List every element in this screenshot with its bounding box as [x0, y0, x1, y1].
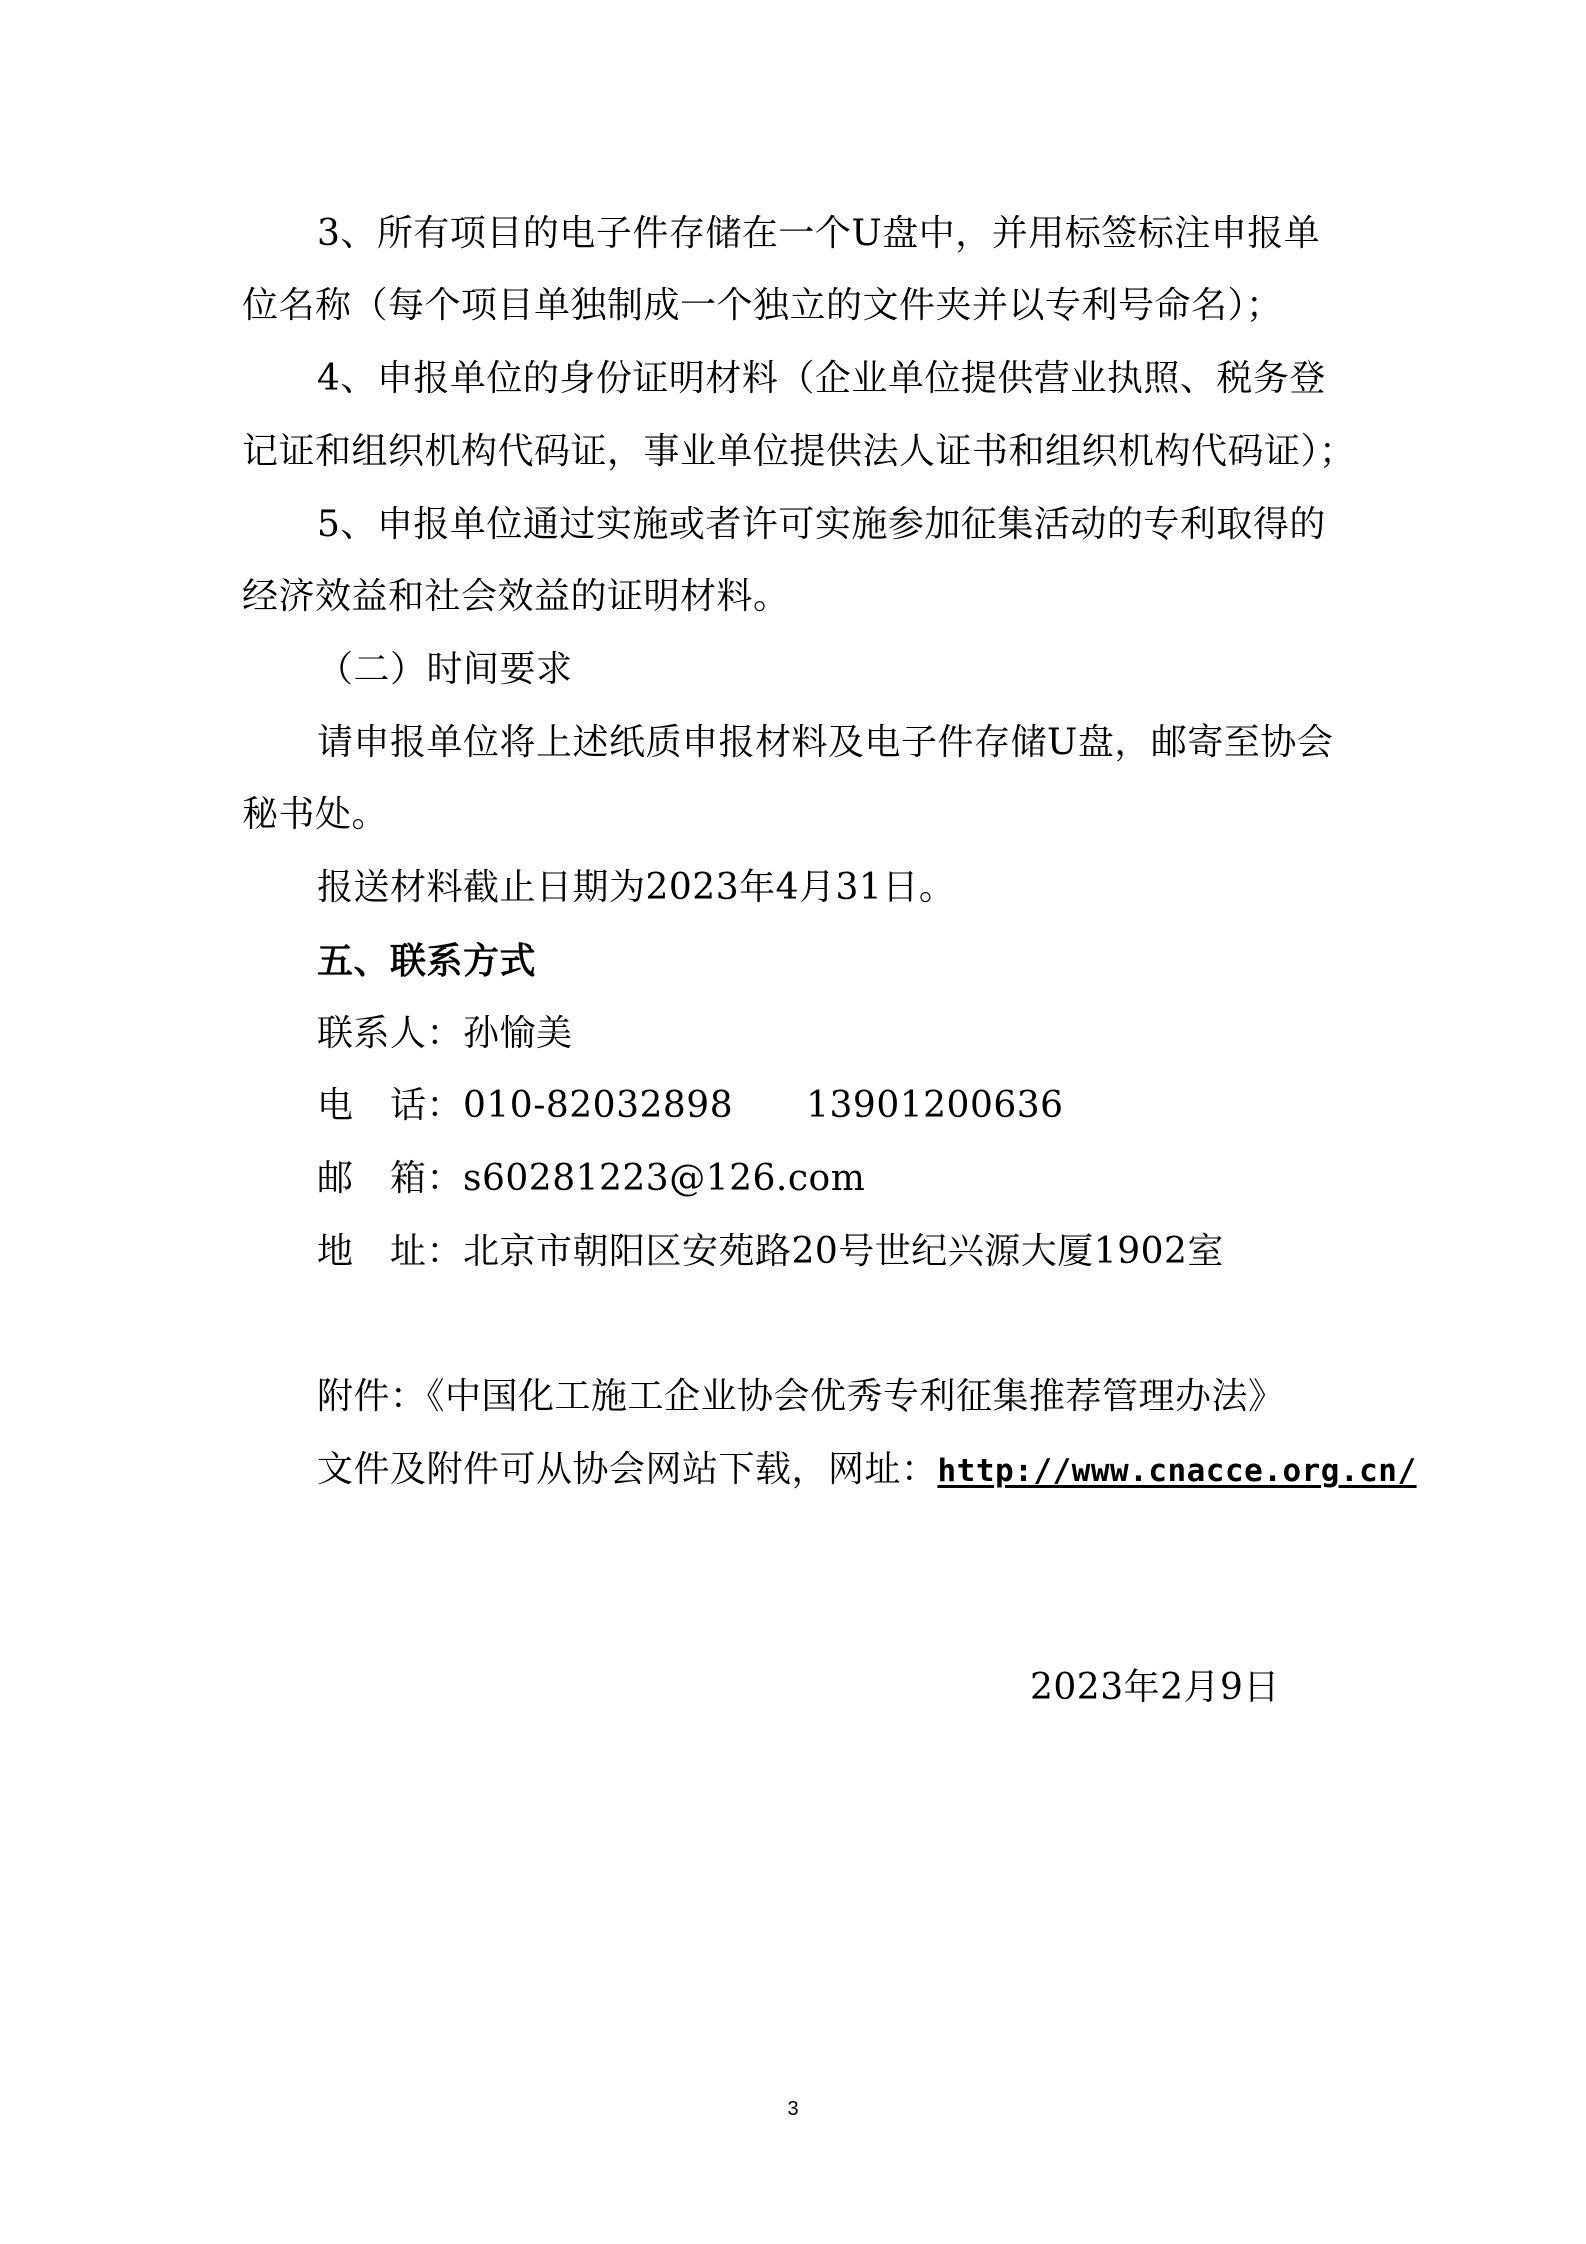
issue-date: 2023年2月9日 — [1030, 1667, 1280, 1708]
paragraph-line-4: 记证和组织机构代码证，事业单位提供法人证书和组织机构代码证）； — [242, 431, 1356, 472]
page-number: 3 — [787, 2098, 799, 2120]
contact-email: 邮 箱：s60281223@126.com — [317, 1158, 866, 1199]
contact-heading: 五、联系方式 — [317, 940, 537, 982]
paragraph-line-6: 经济效益和社会效益的证明材料。 — [242, 576, 790, 617]
website-link[interactable]: http://www.cnacce.org.cn/ — [937, 1453, 1417, 1489]
paragraph-line-5: 5、申报单位通过实施或者许可实施参加征集活动的专利取得的 — [317, 504, 1326, 545]
attachment-label: 附件：《中国化工施工企业协会优秀专利征集推荐管理办法》 — [317, 1376, 1285, 1417]
download-line — [317, 1446, 1417, 1495]
paragraph-line-1: 3、所有项目的电子件存储在一个U盘中，并用标签标注申报单 — [317, 213, 1321, 254]
paragraph-line-8: 请申报单位将上述纸质申报材料及电子件存储U盘，邮寄至协会 — [317, 722, 1334, 763]
contact-person: 联系人：孙愉美 — [317, 1013, 573, 1054]
paragraph-line-3: 4、申报单位的身份证明材料（企业单位提供营业执照、税务登 — [317, 358, 1326, 399]
contact-phone: 电 话：010-82032898 13901200636 — [317, 1085, 1064, 1126]
paragraph-line-9: 秘书处。 — [242, 794, 389, 835]
deadline-line: 报送材料截止日期为2023年4月31日。 — [317, 867, 956, 908]
paragraph-line-2: 位名称（每个项目单独制成一个独立的文件夹并以专利号命名）； — [242, 285, 1283, 326]
contact-address: 地 址：北京市朝阳区安苑路20号世纪兴源大厦1902室 — [317, 1231, 1224, 1272]
download-text: 文件及附件可从协会网站下载，网址： — [317, 1449, 938, 1490]
section-heading-time-requirements: （二）时间要求 — [317, 649, 573, 690]
